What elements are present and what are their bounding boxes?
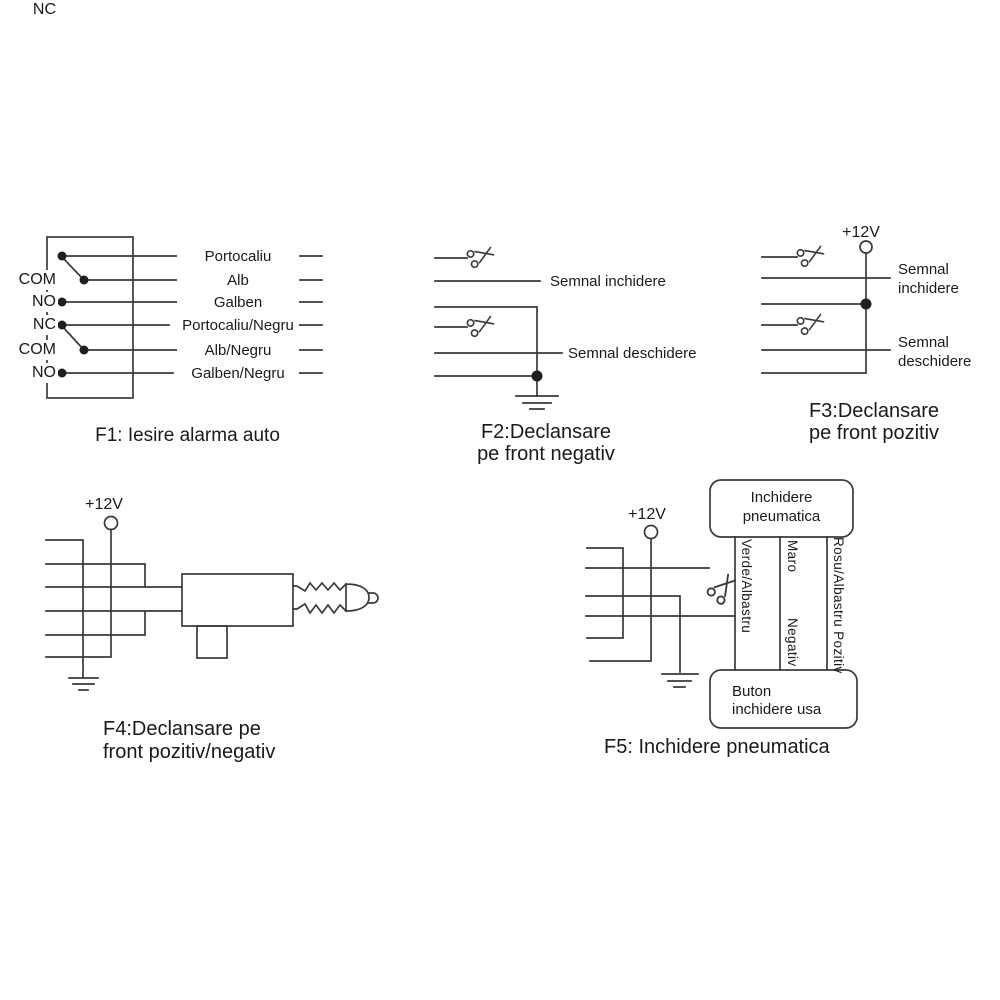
wire-color-label-vertical: Verde/Albastru xyxy=(739,539,754,634)
open-signal-label: deschidere xyxy=(898,353,972,370)
wire-color-label: Alb xyxy=(177,272,299,289)
close-signal-label: inchidere xyxy=(898,280,959,297)
actuator-plunger-cap xyxy=(346,584,369,611)
open-signal-label: Semnal xyxy=(898,334,949,351)
scissors-icon xyxy=(796,310,825,335)
open-signal-label: Semnal deschidere xyxy=(568,345,697,362)
supply-terminal-icon xyxy=(860,241,872,253)
terminal-label: NO xyxy=(0,363,58,383)
ground-icon xyxy=(69,678,98,690)
pneumatic-lock-box-label-line2: pneumatica xyxy=(742,508,821,525)
terminal-dots xyxy=(58,252,89,378)
f3-linework xyxy=(762,241,890,373)
terminal-label: NC xyxy=(0,0,58,20)
wire-color-label: Galben xyxy=(177,294,299,311)
scissors-icon xyxy=(466,243,495,268)
actuator xyxy=(182,574,378,658)
wire-color-label-vertical: Rosu/Albastru Pozitiv xyxy=(831,537,846,674)
terminal-label: NO xyxy=(0,292,58,312)
close-signal-label: Semnal xyxy=(898,261,949,278)
f2-linework xyxy=(435,243,562,409)
scissors-icon xyxy=(796,242,825,267)
f4-linework xyxy=(46,517,378,691)
terminal-label: COM xyxy=(0,270,58,290)
pneumatic-lock-box-label-line1: Inchidere xyxy=(750,489,813,506)
supply-terminal-icon xyxy=(645,526,658,539)
supply-terminal-icon xyxy=(105,517,118,530)
f3-caption-line2: pe front pozitiv xyxy=(808,422,940,444)
wire-color-label-vertical: Negativ xyxy=(785,618,800,667)
wire-color-label-vertical: Maro xyxy=(785,540,800,573)
door-button-box-label-line1: Buton xyxy=(732,683,772,700)
f1-caption: F1: Iesire alarma auto xyxy=(95,425,280,446)
f2-caption-line1: F2:Declansare xyxy=(480,421,612,443)
actuator-mount xyxy=(197,626,227,658)
f4-caption-line2: front pozitiv/negativ xyxy=(103,741,276,763)
wire-color-label: Galben/Negru xyxy=(177,365,299,382)
terminal-label: COM xyxy=(0,340,58,360)
door-button-box-label-line2: inchidere usa xyxy=(732,701,822,718)
wire-color-label: Alb/Negru xyxy=(177,342,299,359)
ground-icon xyxy=(662,674,698,687)
terminal-label: NC xyxy=(0,315,58,335)
f3-caption-line1: F3:Declansare xyxy=(808,400,940,422)
scissors-icon xyxy=(466,312,495,337)
supply-label: +12V xyxy=(85,496,123,513)
f4-caption-line1: F4:Declansare pe xyxy=(103,718,261,740)
close-signal-label: Semnal inchidere xyxy=(550,273,666,290)
actuator-plunger-tip xyxy=(369,593,378,603)
actuator-body xyxy=(182,574,293,626)
f2-caption-line2: pe front negativ xyxy=(477,443,615,465)
supply-label: +12V xyxy=(842,224,880,241)
wire-color-label: Portocaliu xyxy=(177,248,299,265)
junction-dot xyxy=(861,299,872,310)
f5-caption: F5: Inchidere pneumatica xyxy=(604,736,830,758)
wire-color-label: Portocaliu/Negru xyxy=(177,317,299,334)
supply-label: +12V xyxy=(628,506,666,523)
junction-dot xyxy=(532,371,543,382)
ground-icon xyxy=(516,396,558,409)
